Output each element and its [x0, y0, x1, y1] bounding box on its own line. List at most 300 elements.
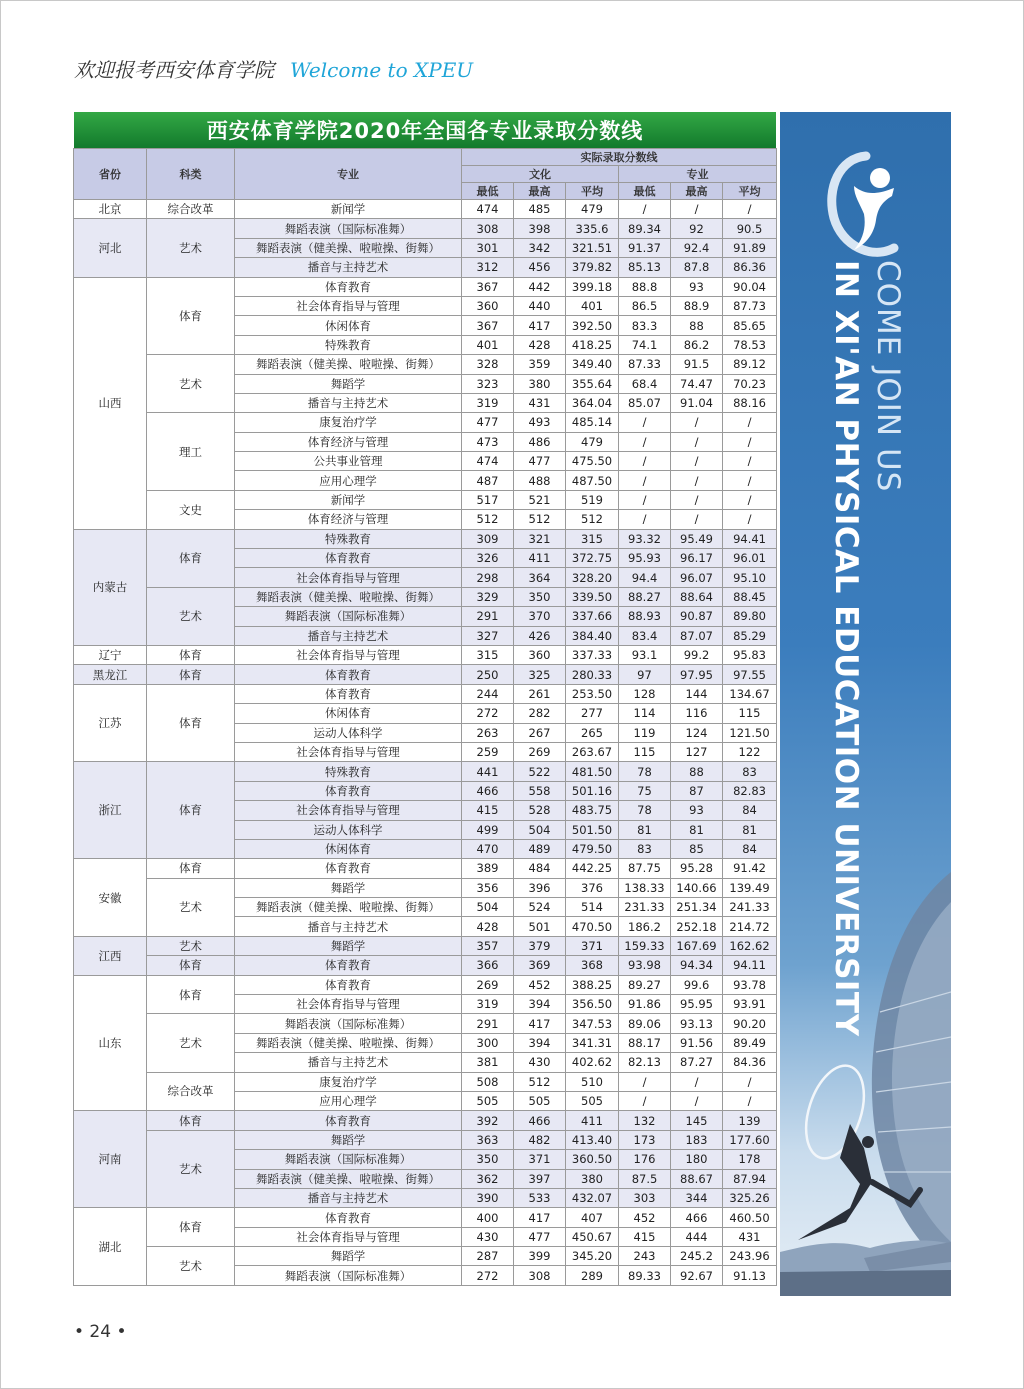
culture-avg-cell: 442.25	[566, 859, 619, 878]
culture-avg-cell: 388.25	[566, 975, 619, 994]
major-cell: 休闲体育	[235, 316, 462, 335]
culture-min-cell: 499	[462, 820, 514, 839]
culture-max-cell: 417	[514, 316, 566, 335]
table-row	[74, 936, 777, 955]
table-row	[74, 878, 777, 897]
specialty-min-cell: 89.06	[619, 1014, 671, 1033]
culture-min-cell: 272	[462, 704, 514, 723]
header-culture-min: 最低	[462, 183, 514, 200]
culture-max-cell: 399	[514, 1247, 566, 1266]
category-cell: 艺术	[147, 219, 235, 277]
culture-avg-cell: 280.33	[566, 665, 619, 684]
major-cell: 特殊教育	[235, 529, 462, 548]
major-cell: 舞蹈学	[235, 1247, 462, 1266]
culture-max-cell: 269	[514, 742, 566, 761]
category-cell: 体育	[147, 645, 235, 664]
page-number: • 24 •	[74, 1322, 127, 1342]
culture-min-cell: 392	[462, 1111, 514, 1130]
culture-max-cell: 452	[514, 975, 566, 994]
specialty-max-cell: 252.18	[671, 917, 723, 936]
category-cell: 体育	[147, 956, 235, 975]
major-cell: 体育教育	[235, 781, 462, 800]
header-specialty: 专业	[619, 166, 777, 183]
specialty-avg-cell: /	[723, 200, 777, 219]
specialty-max-cell: 92	[671, 219, 723, 238]
culture-max-cell: 533	[514, 1188, 566, 1207]
culture-avg-cell: 505	[566, 1091, 619, 1110]
table-row	[74, 277, 777, 296]
culture-avg-cell: 328.20	[566, 568, 619, 587]
table-title: 西安体育学院2020年全国各专业录取分数线	[74, 112, 776, 148]
specialty-max-cell: 180	[671, 1150, 723, 1169]
culture-min-cell: 326	[462, 549, 514, 568]
specialty-max-cell: 140.66	[671, 878, 723, 897]
specialty-max-cell: 96.07	[671, 568, 723, 587]
specialty-max-cell: 99.6	[671, 975, 723, 994]
specialty-max-cell: 145	[671, 1111, 723, 1130]
culture-avg-cell: 392.50	[566, 316, 619, 335]
table-row	[74, 1130, 777, 1149]
major-cell: 体育教育	[235, 684, 462, 703]
specialty-avg-cell: 93.78	[723, 975, 777, 994]
table-row	[74, 1072, 777, 1091]
province-cell: 河北	[74, 219, 147, 277]
specialty-min-cell: /	[619, 1091, 671, 1110]
table-row	[74, 762, 777, 781]
table-row	[74, 1247, 777, 1266]
major-cell: 舞蹈表演（健美操、啦啦操、街舞）	[235, 355, 462, 374]
specialty-avg-cell: /	[723, 413, 777, 432]
province-cell: 山西	[74, 277, 147, 529]
specialty-min-cell: 88.27	[619, 587, 671, 606]
province-cell: 河南	[74, 1111, 147, 1208]
culture-avg-cell: 364.04	[566, 393, 619, 412]
culture-max-cell: 484	[514, 859, 566, 878]
specialty-avg-cell: 94.41	[723, 529, 777, 548]
province-cell: 黑龙江	[74, 665, 147, 684]
specialty-max-cell: 87.27	[671, 1053, 723, 1072]
specialty-min-cell: 138.33	[619, 878, 671, 897]
major-cell: 应用心理学	[235, 1091, 462, 1110]
category-cell: 艺术	[147, 1130, 235, 1208]
category-cell: 艺术	[147, 1247, 235, 1286]
province-cell: 安徽	[74, 859, 147, 937]
major-cell: 播音与主持艺术	[235, 393, 462, 412]
culture-max-cell: 369	[514, 956, 566, 975]
culture-min-cell: 441	[462, 762, 514, 781]
major-cell: 舞蹈学	[235, 936, 462, 955]
specialty-avg-cell: 78.53	[723, 335, 777, 354]
specialty-min-cell: /	[619, 200, 671, 219]
culture-avg-cell: 347.53	[566, 1014, 619, 1033]
specialty-max-cell: 92.4	[671, 238, 723, 257]
culture-avg-cell: 401	[566, 296, 619, 315]
specialty-max-cell: 245.2	[671, 1247, 723, 1266]
culture-min-cell: 244	[462, 684, 514, 703]
specialty-min-cell: 452	[619, 1208, 671, 1227]
major-cell: 体育经济与管理	[235, 510, 462, 529]
specialty-max-cell: /	[671, 471, 723, 490]
specialty-avg-cell: 93.91	[723, 995, 777, 1014]
culture-avg-cell: 380	[566, 1169, 619, 1188]
table-header	[74, 149, 777, 200]
culture-max-cell: 342	[514, 238, 566, 257]
specialty-max-cell: 183	[671, 1130, 723, 1149]
specialty-min-cell: 303	[619, 1188, 671, 1207]
specialty-max-cell: /	[671, 1072, 723, 1091]
major-cell: 特殊教育	[235, 335, 462, 354]
culture-avg-cell: 355.64	[566, 374, 619, 393]
culture-avg-cell: 479	[566, 200, 619, 219]
culture-avg-cell: 335.6	[566, 219, 619, 238]
culture-max-cell: 267	[514, 723, 566, 742]
culture-max-cell: 321	[514, 529, 566, 548]
culture-avg-cell: 432.07	[566, 1188, 619, 1207]
major-cell: 体育教育	[235, 975, 462, 994]
culture-avg-cell: 339.50	[566, 587, 619, 606]
specialty-max-cell: 88.67	[671, 1169, 723, 1188]
category-cell: 艺术	[147, 587, 235, 645]
specialty-avg-cell: /	[723, 1072, 777, 1091]
specialty-min-cell: 115	[619, 742, 671, 761]
culture-max-cell: 430	[514, 1053, 566, 1072]
specialty-max-cell: 93	[671, 277, 723, 296]
culture-avg-cell: 253.50	[566, 684, 619, 703]
culture-max-cell: 398	[514, 219, 566, 238]
culture-max-cell: 485	[514, 200, 566, 219]
major-cell: 体育教育	[235, 1111, 462, 1130]
table-row	[74, 413, 777, 432]
culture-avg-cell: 470.50	[566, 917, 619, 936]
specialty-avg-cell: 90.5	[723, 219, 777, 238]
category-cell: 体育	[147, 665, 235, 684]
table-row	[74, 645, 777, 664]
table-row	[74, 684, 777, 703]
culture-max-cell: 431	[514, 393, 566, 412]
specialty-min-cell: /	[619, 471, 671, 490]
culture-avg-cell: 360.50	[566, 1150, 619, 1169]
university-name-text: IN XI'AN PHYSICAL EDUCATION UNIVERSITY	[828, 260, 864, 1037]
table-row	[74, 975, 777, 994]
culture-max-cell: 522	[514, 762, 566, 781]
culture-avg-cell: 402.62	[566, 1053, 619, 1072]
table-row	[74, 665, 777, 684]
specialty-avg-cell: 84	[723, 839, 777, 858]
header-title-en: Welcome to XPEU	[290, 58, 474, 82]
culture-max-cell: 512	[514, 1072, 566, 1091]
specialty-min-cell: 93.32	[619, 529, 671, 548]
table-row	[74, 587, 777, 606]
header-specialty-max: 最高	[671, 183, 723, 200]
culture-avg-cell: 372.75	[566, 549, 619, 568]
culture-avg-cell: 345.20	[566, 1247, 619, 1266]
culture-avg-cell: 485.14	[566, 413, 619, 432]
culture-min-cell: 474	[462, 452, 514, 471]
specialty-min-cell: 243	[619, 1247, 671, 1266]
specialty-min-cell: 75	[619, 781, 671, 800]
specialty-max-cell: 90.87	[671, 607, 723, 626]
specialty-avg-cell: 89.49	[723, 1033, 777, 1052]
category-cell: 综合改革	[147, 200, 235, 219]
specialty-min-cell: 86.5	[619, 296, 671, 315]
category-cell: 体育	[147, 529, 235, 587]
culture-max-cell: 350	[514, 587, 566, 606]
specialty-min-cell: 83.3	[619, 316, 671, 335]
major-cell: 舞蹈学	[235, 1130, 462, 1149]
specialty-max-cell: 94.34	[671, 956, 723, 975]
culture-min-cell: 415	[462, 801, 514, 820]
culture-max-cell: 397	[514, 1169, 566, 1188]
culture-min-cell: 356	[462, 878, 514, 897]
specialty-max-cell: /	[671, 200, 723, 219]
specialty-min-cell: 68.4	[619, 374, 671, 393]
culture-avg-cell: 514	[566, 898, 619, 917]
culture-min-cell: 287	[462, 1247, 514, 1266]
specialty-avg-cell: /	[723, 432, 777, 451]
culture-min-cell: 504	[462, 898, 514, 917]
province-cell: 辽宁	[74, 645, 147, 664]
category-cell: 体育	[147, 684, 235, 762]
culture-avg-cell: 399.18	[566, 277, 619, 296]
culture-min-cell: 400	[462, 1208, 514, 1227]
specialty-avg-cell: 89.80	[723, 607, 777, 626]
culture-min-cell: 470	[462, 839, 514, 858]
culture-avg-cell: 418.25	[566, 335, 619, 354]
culture-avg-cell: 501.16	[566, 781, 619, 800]
major-cell: 播音与主持艺术	[235, 1188, 462, 1207]
culture-min-cell: 328	[462, 355, 514, 374]
specialty-avg-cell: 97.55	[723, 665, 777, 684]
major-cell: 舞蹈学	[235, 374, 462, 393]
culture-avg-cell: 413.40	[566, 1130, 619, 1149]
specialty-min-cell: 87.5	[619, 1169, 671, 1188]
specialty-min-cell: 93.1	[619, 645, 671, 664]
specialty-min-cell: 91.37	[619, 238, 671, 257]
specialty-min-cell: 78	[619, 762, 671, 781]
culture-max-cell: 558	[514, 781, 566, 800]
major-cell: 体育教育	[235, 859, 462, 878]
specialty-max-cell: 85	[671, 839, 723, 858]
specialty-max-cell: 95.49	[671, 529, 723, 548]
specialty-min-cell: 87.33	[619, 355, 671, 374]
specialty-avg-cell: /	[723, 510, 777, 529]
culture-max-cell: 282	[514, 704, 566, 723]
specialty-max-cell: 91.56	[671, 1033, 723, 1052]
culture-avg-cell: 407	[566, 1208, 619, 1227]
specialty-avg-cell: 115	[723, 704, 777, 723]
specialty-max-cell: 88.9	[671, 296, 723, 315]
specialty-avg-cell: 243.96	[723, 1247, 777, 1266]
culture-max-cell: 488	[514, 471, 566, 490]
culture-max-cell: 501	[514, 917, 566, 936]
culture-min-cell: 473	[462, 432, 514, 451]
culture-avg-cell: 263.67	[566, 742, 619, 761]
culture-avg-cell: 519	[566, 490, 619, 509]
specialty-max-cell: 251.34	[671, 898, 723, 917]
culture-max-cell: 411	[514, 549, 566, 568]
culture-avg-cell: 483.75	[566, 801, 619, 820]
culture-min-cell: 308	[462, 219, 514, 238]
culture-avg-cell: 384.40	[566, 626, 619, 645]
specialty-avg-cell: 89.12	[723, 355, 777, 374]
culture-max-cell: 428	[514, 335, 566, 354]
culture-max-cell: 370	[514, 607, 566, 626]
culture-max-cell: 325	[514, 665, 566, 684]
province-cell: 内蒙古	[74, 529, 147, 645]
culture-avg-cell: 321.51	[566, 238, 619, 257]
major-cell: 社会体育指导与管理	[235, 1227, 462, 1246]
specialty-min-cell: /	[619, 432, 671, 451]
province-cell: 江苏	[74, 684, 147, 762]
specialty-avg-cell: 94.11	[723, 956, 777, 975]
major-cell: 舞蹈学	[235, 878, 462, 897]
culture-max-cell: 360	[514, 645, 566, 664]
culture-min-cell: 291	[462, 607, 514, 626]
culture-avg-cell: 277	[566, 704, 619, 723]
specialty-min-cell: 114	[619, 704, 671, 723]
specialty-avg-cell: 241.33	[723, 898, 777, 917]
specialty-min-cell: /	[619, 490, 671, 509]
table-row	[74, 200, 777, 219]
culture-min-cell: 269	[462, 975, 514, 994]
culture-max-cell: 505	[514, 1091, 566, 1110]
culture-max-cell: 521	[514, 490, 566, 509]
page-header	[74, 54, 473, 84]
specialty-max-cell: 93	[671, 801, 723, 820]
specialty-avg-cell: 122	[723, 742, 777, 761]
major-cell: 舞蹈表演（国际标准舞）	[235, 1150, 462, 1169]
specialty-max-cell: /	[671, 452, 723, 471]
category-cell: 艺术	[147, 878, 235, 936]
header-specialty-avg: 平均	[723, 183, 777, 200]
culture-min-cell: 477	[462, 413, 514, 432]
culture-max-cell: 466	[514, 1111, 566, 1130]
table-row	[74, 1208, 777, 1227]
specialty-min-cell: 132	[619, 1111, 671, 1130]
category-cell: 体育	[147, 277, 235, 355]
major-cell: 舞蹈表演（健美操、啦啦操、街舞）	[235, 587, 462, 606]
specialty-avg-cell: 91.13	[723, 1266, 777, 1285]
specialty-min-cell: /	[619, 413, 671, 432]
specialty-min-cell: 89.34	[619, 219, 671, 238]
province-cell: 北京	[74, 200, 147, 219]
specialty-max-cell: /	[671, 510, 723, 529]
culture-min-cell: 312	[462, 258, 514, 277]
province-cell: 江西	[74, 936, 147, 975]
culture-max-cell: 371	[514, 1150, 566, 1169]
culture-max-cell: 396	[514, 878, 566, 897]
culture-min-cell: 389	[462, 859, 514, 878]
specialty-max-cell: /	[671, 1091, 723, 1110]
table-row	[74, 1111, 777, 1130]
specialty-avg-cell: 139.49	[723, 878, 777, 897]
specialty-avg-cell: 87.73	[723, 296, 777, 315]
culture-avg-cell: 479	[566, 432, 619, 451]
specialty-avg-cell: 70.23	[723, 374, 777, 393]
culture-min-cell: 298	[462, 568, 514, 587]
major-cell: 舞蹈表演（健美操、啦啦操、街舞）	[235, 238, 462, 257]
specialty-max-cell: 444	[671, 1227, 723, 1246]
specialty-avg-cell: /	[723, 1091, 777, 1110]
major-cell: 体育教育	[235, 1208, 462, 1227]
specialty-avg-cell: 178	[723, 1150, 777, 1169]
major-cell: 康复治疗学	[235, 413, 462, 432]
culture-avg-cell: 337.66	[566, 607, 619, 626]
table-row	[74, 219, 777, 238]
specialty-avg-cell: 134.67	[723, 684, 777, 703]
culture-max-cell: 477	[514, 1227, 566, 1246]
specialty-avg-cell: /	[723, 471, 777, 490]
specialty-avg-cell: 82.83	[723, 781, 777, 800]
culture-min-cell: 366	[462, 956, 514, 975]
specialty-max-cell: 144	[671, 684, 723, 703]
specialty-min-cell: 83.4	[619, 626, 671, 645]
category-cell: 体育	[147, 762, 235, 859]
major-cell: 休闲体育	[235, 704, 462, 723]
specialty-max-cell: 95.95	[671, 995, 723, 1014]
table-row	[74, 529, 777, 548]
major-cell: 体育经济与管理	[235, 432, 462, 451]
specialty-avg-cell: 96.01	[723, 549, 777, 568]
culture-max-cell: 426	[514, 626, 566, 645]
culture-max-cell: 493	[514, 413, 566, 432]
specialty-avg-cell: 85.65	[723, 316, 777, 335]
specialty-min-cell: 128	[619, 684, 671, 703]
category-cell: 体育	[147, 859, 235, 878]
culture-min-cell: 323	[462, 374, 514, 393]
major-cell: 社会体育指导与管理	[235, 801, 462, 820]
culture-avg-cell: 379.82	[566, 258, 619, 277]
specialty-max-cell: 91.5	[671, 355, 723, 374]
specialty-avg-cell: 83	[723, 762, 777, 781]
specialty-avg-cell: 325.26	[723, 1188, 777, 1207]
culture-avg-cell: 481.50	[566, 762, 619, 781]
table-body	[74, 200, 777, 1286]
specialty-min-cell: 74.1	[619, 335, 671, 354]
admission-score-table	[73, 148, 777, 1286]
culture-min-cell: 301	[462, 238, 514, 257]
header-culture: 文化	[462, 166, 619, 183]
specialty-min-cell: 97	[619, 665, 671, 684]
specialty-max-cell: 124	[671, 723, 723, 742]
culture-max-cell: 442	[514, 277, 566, 296]
culture-min-cell: 430	[462, 1227, 514, 1246]
culture-min-cell: 272	[462, 1266, 514, 1285]
culture-min-cell: 367	[462, 277, 514, 296]
culture-min-cell: 259	[462, 742, 514, 761]
header-specialty-min: 最低	[619, 183, 671, 200]
culture-avg-cell: 349.40	[566, 355, 619, 374]
culture-max-cell: 440	[514, 296, 566, 315]
culture-avg-cell: 411	[566, 1111, 619, 1130]
culture-min-cell: 329	[462, 587, 514, 606]
specialty-min-cell: 85.07	[619, 393, 671, 412]
culture-avg-cell: 371	[566, 936, 619, 955]
specialty-max-cell: 96.17	[671, 549, 723, 568]
province-cell: 浙江	[74, 762, 147, 859]
culture-max-cell: 261	[514, 684, 566, 703]
side-banner	[780, 112, 951, 1296]
culture-min-cell: 512	[462, 510, 514, 529]
specialty-min-cell: 87.75	[619, 859, 671, 878]
culture-avg-cell: 356.50	[566, 995, 619, 1014]
major-cell: 公共事业管理	[235, 452, 462, 471]
specialty-max-cell: 88.64	[671, 587, 723, 606]
specialty-max-cell: 87.07	[671, 626, 723, 645]
category-cell: 综合改革	[147, 1072, 235, 1111]
specialty-max-cell: 81	[671, 820, 723, 839]
culture-min-cell: 263	[462, 723, 514, 742]
